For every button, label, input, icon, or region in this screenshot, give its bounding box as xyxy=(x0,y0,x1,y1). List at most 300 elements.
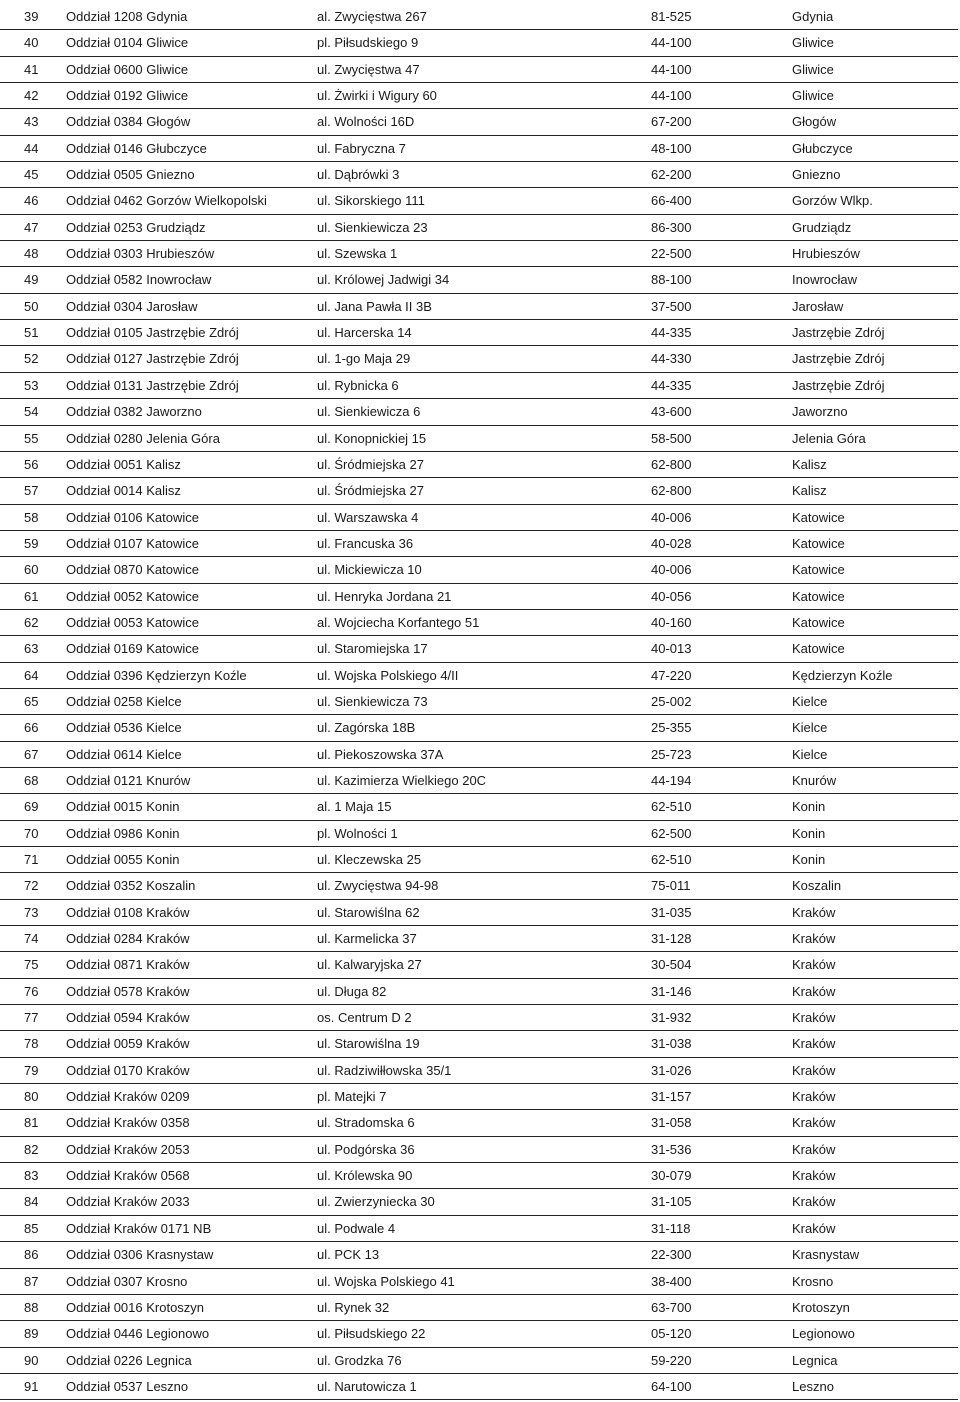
street-address: ul. Wojska Polskiego 4/II xyxy=(317,667,459,683)
row-number: 60 xyxy=(24,562,39,578)
postal-code: 37-500 xyxy=(651,298,692,314)
city-name: Kraków xyxy=(792,931,836,947)
street-address: ul. Fabryczna 7 xyxy=(317,140,406,156)
table-row xyxy=(0,399,958,425)
table-row xyxy=(0,821,958,847)
table-row xyxy=(0,478,958,504)
table-row xyxy=(0,4,958,30)
postal-code: 44-100 xyxy=(651,35,692,51)
postal-code: 47-220 xyxy=(651,667,692,683)
row-number: 70 xyxy=(24,825,39,841)
row-number: 67 xyxy=(24,746,39,762)
table-row xyxy=(0,109,958,135)
postal-code: 40-028 xyxy=(651,535,692,551)
street-address: ul. Grodzka 76 xyxy=(317,1352,402,1368)
postal-code: 40-006 xyxy=(651,509,692,525)
postal-code: 66-400 xyxy=(651,193,692,209)
city-name: Katowice xyxy=(792,535,845,551)
street-address: ul. Królowej Jadwigi 34 xyxy=(317,272,450,288)
street-address: ul. Stradomska 6 xyxy=(317,1115,415,1131)
row-number: 39 xyxy=(24,9,39,24)
street-address: ul. Sienkiewicza 23 xyxy=(317,219,428,235)
city-name: Gliwice xyxy=(792,61,834,77)
postal-code: 62-510 xyxy=(651,799,692,815)
street-address: ul. Żwirki i Wigury 60 xyxy=(317,88,437,104)
city-name: Leszno xyxy=(792,1378,834,1394)
table-row xyxy=(0,873,958,899)
branch-name: Oddział 0105 Jastrzębie Zdrój xyxy=(66,325,239,341)
postal-code: 40-006 xyxy=(651,562,692,578)
row-number: 72 xyxy=(24,878,39,894)
row-number: 88 xyxy=(24,1299,39,1315)
postal-code: 31-105 xyxy=(651,1194,692,1210)
postal-code: 44-194 xyxy=(651,772,692,788)
branch-name: Oddział 0614 Kielce xyxy=(66,746,182,762)
branch-name: Oddział 0352 Koszalin xyxy=(66,878,196,894)
street-address: ul. Zwycięstwa 47 xyxy=(317,61,420,77)
street-address: ul. Dąbrówki 3 xyxy=(317,167,400,183)
branch-name: Oddział 0462 Gorzów Wielkopolski xyxy=(66,193,267,209)
branch-name: Oddział Kraków 0171 NB xyxy=(66,1220,212,1236)
table-row xyxy=(0,715,958,741)
table-row xyxy=(0,663,958,689)
table-row xyxy=(0,505,958,531)
city-name: Gniezno xyxy=(792,167,841,183)
postal-code: 31-146 xyxy=(651,983,692,999)
row-number: 87 xyxy=(24,1273,39,1289)
table-row xyxy=(0,979,958,1005)
row-number: 52 xyxy=(24,351,39,367)
row-number: 90 xyxy=(24,1352,39,1368)
city-name: Kraków xyxy=(792,1168,836,1184)
city-name: Kraków xyxy=(792,983,836,999)
city-name: Katowice xyxy=(792,588,845,604)
row-number: 77 xyxy=(24,1010,39,1026)
branch-name: Oddział 0594 Kraków xyxy=(66,1010,190,1026)
postal-code: 31-038 xyxy=(651,1036,692,1052)
table-row xyxy=(0,346,958,372)
city-name: Kraków xyxy=(792,1115,836,1131)
row-number: 64 xyxy=(24,667,39,683)
table-row xyxy=(0,1137,958,1163)
city-name: Kalisz xyxy=(792,483,827,499)
table-row xyxy=(0,952,958,978)
row-number: 46 xyxy=(24,193,39,209)
branch-table xyxy=(0,4,958,1400)
postal-code: 31-058 xyxy=(651,1115,692,1131)
postal-code: 75-011 xyxy=(651,878,691,894)
branch-name: Oddział 0304 Jarosław xyxy=(66,298,198,314)
table-row xyxy=(0,188,958,214)
row-number: 63 xyxy=(24,641,39,657)
branch-name: Oddział 0104 Gliwice xyxy=(66,35,189,51)
branch-name: Oddział 0146 Głubczyce xyxy=(66,140,207,156)
branch-name: Oddział 0537 Leszno xyxy=(66,1378,189,1394)
street-address: ul. Sienkiewicza 73 xyxy=(317,693,428,709)
row-number: 43 xyxy=(24,114,39,130)
table-row xyxy=(0,320,958,346)
street-address: ul. Kalwaryjska 27 xyxy=(317,957,422,973)
branch-name: Oddział 0600 Gliwice xyxy=(66,61,189,77)
table-row xyxy=(0,636,958,662)
table-row xyxy=(0,531,958,557)
postal-code: 44-100 xyxy=(651,88,692,104)
row-number: 78 xyxy=(24,1036,39,1052)
table-row xyxy=(0,1295,958,1321)
branch-name: Oddział 0052 Katowice xyxy=(66,588,199,604)
row-number: 44 xyxy=(24,140,39,156)
table-row xyxy=(0,1110,958,1136)
table-row xyxy=(0,452,958,478)
row-number: 89 xyxy=(24,1326,39,1342)
street-address: al. 1 Maja 15 xyxy=(317,799,392,815)
row-number: 84 xyxy=(24,1194,39,1210)
city-name: Głubczyce xyxy=(792,140,853,156)
branch-name: Oddział 0986 Konin xyxy=(66,825,180,841)
street-address: pl. Wolności 1 xyxy=(317,825,398,841)
postal-code: 22-500 xyxy=(651,246,692,262)
table-row xyxy=(0,1374,958,1400)
postal-code: 30-504 xyxy=(651,957,692,973)
branch-name: Oddział 1208 Gdynia xyxy=(66,9,188,24)
row-number: 65 xyxy=(24,693,39,709)
table-row xyxy=(0,294,958,320)
street-address: al. Zwycięstwa 267 xyxy=(317,9,427,24)
row-number: 82 xyxy=(24,1141,39,1157)
postal-code: 62-800 xyxy=(651,483,692,499)
city-name: Jastrzębie Zdrój xyxy=(792,325,885,341)
city-name: Kraków xyxy=(792,1036,836,1052)
branch-name: Oddział 0015 Konin xyxy=(66,799,180,815)
street-address: ul. PCK 13 xyxy=(317,1247,380,1263)
street-address: pl. Piłsudskiego 9 xyxy=(317,35,419,51)
postal-code: 44-335 xyxy=(651,325,692,341)
branch-name: Oddział 0107 Katowice xyxy=(66,535,199,551)
street-address: ul. Kleczewska 25 xyxy=(317,852,422,867)
row-number: 50 xyxy=(24,298,39,314)
postal-code: 31-118 xyxy=(651,1220,691,1236)
row-number: 91 xyxy=(24,1378,39,1394)
branch-name: Oddział 0384 Głogów xyxy=(66,114,191,130)
branch-name: Oddział 0303 Hrubieszów xyxy=(66,246,215,262)
row-number: 53 xyxy=(24,377,39,393)
branch-name: Oddział 0536 Kielce xyxy=(66,720,182,736)
city-name: Kraków xyxy=(792,1220,836,1236)
postal-code: 67-200 xyxy=(651,114,692,130)
row-number: 71 xyxy=(24,852,39,867)
city-name: Katowice xyxy=(792,641,845,657)
postal-code: 25-723 xyxy=(651,746,692,762)
table-row xyxy=(0,241,958,267)
postal-code: 62-510 xyxy=(651,852,692,867)
branch-name: Oddział 0871 Kraków xyxy=(66,957,190,973)
postal-code: 31-157 xyxy=(651,1089,692,1105)
branch-name: Oddział 0284 Kraków xyxy=(66,931,190,947)
row-number: 59 xyxy=(24,535,39,551)
row-number: 80 xyxy=(24,1089,39,1105)
street-address: ul. Karmelicka 37 xyxy=(317,931,417,947)
row-number: 42 xyxy=(24,88,39,104)
postal-code: 58-500 xyxy=(651,430,692,446)
branch-name: Oddział 0446 Legionowo xyxy=(66,1326,210,1342)
street-address: al. Wolności 16D xyxy=(317,114,415,130)
row-number: 51 xyxy=(24,325,39,341)
table-row xyxy=(0,1031,958,1057)
branch-name: Oddział 0258 Kielce xyxy=(66,693,182,709)
postal-code: 59-220 xyxy=(651,1352,692,1368)
row-number: 62 xyxy=(24,614,39,630)
city-name: Konin xyxy=(792,852,826,867)
table-row xyxy=(0,426,958,452)
table-row xyxy=(0,1084,958,1110)
table-row xyxy=(0,1005,958,1031)
branch-name: Oddział 0055 Konin xyxy=(66,852,180,867)
city-name: Kraków xyxy=(792,904,836,920)
branch-name: Oddział 0127 Jastrzębie Zdrój xyxy=(66,351,239,367)
row-number: 41 xyxy=(24,61,39,77)
branch-name: Oddział 0226 Legnica xyxy=(66,1352,192,1368)
table-row xyxy=(0,136,958,162)
city-name: Głogów xyxy=(792,114,837,130)
row-number: 47 xyxy=(24,219,39,235)
city-name: Krosno xyxy=(792,1273,834,1289)
branch-name: Oddział 0870 Katowice xyxy=(66,562,199,578)
postal-code: 40-013 xyxy=(651,641,692,657)
row-number: 45 xyxy=(24,167,39,183)
postal-code: 31-026 xyxy=(651,1062,692,1078)
city-name: Koszalin xyxy=(792,878,842,894)
street-address: ul. Jana Pawła II 3B xyxy=(317,298,432,314)
postal-code: 62-200 xyxy=(651,167,692,183)
branch-name: Oddział 0131 Jastrzębie Zdrój xyxy=(66,377,239,393)
city-name: Jelenia Góra xyxy=(792,430,866,446)
city-name: Knurów xyxy=(792,772,837,788)
table-row xyxy=(0,30,958,56)
city-name: Jarosław xyxy=(792,298,844,314)
branch-name: Oddział Kraków 0358 xyxy=(66,1115,190,1131)
postal-code: 40-160 xyxy=(651,614,692,630)
street-address: al. Wojciecha Korfantego 51 xyxy=(317,614,480,630)
branch-name: Oddział Kraków 0568 xyxy=(66,1168,190,1184)
street-address: ul. Królewska 90 xyxy=(317,1168,413,1184)
postal-code: 86-300 xyxy=(651,219,692,235)
postal-code: 31-932 xyxy=(651,1010,692,1026)
row-number: 83 xyxy=(24,1168,39,1184)
city-name: Kraków xyxy=(792,1141,836,1157)
row-number: 75 xyxy=(24,957,39,973)
row-number: 40 xyxy=(24,35,39,51)
table-row xyxy=(0,83,958,109)
city-name: Jastrzębie Zdrój xyxy=(792,377,885,393)
table-row xyxy=(0,557,958,583)
street-address: ul. Narutowicza 1 xyxy=(317,1378,417,1394)
table-row xyxy=(0,1058,958,1084)
table-row xyxy=(0,1269,958,1295)
postal-code: 30-079 xyxy=(651,1168,692,1184)
postal-code: 40-056 xyxy=(651,588,692,604)
city-name: Gliwice xyxy=(792,88,834,104)
street-address: ul. Piłsudskiego 22 xyxy=(317,1326,426,1342)
row-number: 68 xyxy=(24,772,39,788)
street-address: ul. Francuska 36 xyxy=(317,535,414,551)
city-name: Legionowo xyxy=(792,1326,855,1342)
branch-name: Oddział 0014 Kalisz xyxy=(66,483,181,499)
city-name: Gdynia xyxy=(792,9,834,24)
row-number: 69 xyxy=(24,799,39,815)
table-row xyxy=(0,373,958,399)
city-name: Konin xyxy=(792,825,826,841)
branch-name: Oddział 0382 Jaworzno xyxy=(66,404,202,420)
postal-code: 44-330 xyxy=(651,351,692,367)
table-row xyxy=(0,742,958,768)
street-address: ul. Długa 82 xyxy=(317,983,387,999)
table-row xyxy=(0,689,958,715)
city-name: Krasnystaw xyxy=(792,1247,860,1263)
city-name: Legnica xyxy=(792,1352,838,1368)
street-address: ul. Henryka Jordana 21 xyxy=(317,588,452,604)
row-number: 61 xyxy=(24,588,39,604)
row-number: 73 xyxy=(24,904,39,920)
branch-name: Oddział 0170 Kraków xyxy=(66,1062,190,1078)
street-address: ul. Starowiślna 19 xyxy=(317,1036,420,1052)
city-name: Kraków xyxy=(792,1010,836,1026)
postal-code: 64-100 xyxy=(651,1378,692,1394)
street-address: ul. Wojska Polskiego 41 xyxy=(317,1273,455,1289)
row-number: 55 xyxy=(24,430,39,446)
city-name: Katowice xyxy=(792,509,845,525)
city-name: Kalisz xyxy=(792,456,827,472)
branch-name: Oddział 0505 Gniezno xyxy=(66,167,195,183)
branch-name: Oddział 0306 Krasnystaw xyxy=(66,1247,214,1263)
branch-name: Oddział Kraków 0209 xyxy=(66,1089,190,1105)
branch-name: Oddział Kraków 2053 xyxy=(66,1141,190,1157)
city-name: Krotoszyn xyxy=(792,1299,850,1315)
branch-name: Oddział 0106 Katowice xyxy=(66,509,199,525)
branch-name: Oddział 0396 Kędzierzyn Koźle xyxy=(66,667,247,683)
street-address: ul. Starowiślna 62 xyxy=(317,904,420,920)
street-address: os. Centrum D 2 xyxy=(317,1010,412,1026)
branch-name: Oddział 0053 Katowice xyxy=(66,614,199,630)
city-name: Kędzierzyn Koźle xyxy=(792,667,893,683)
city-name: Kraków xyxy=(792,957,836,973)
street-address: ul. Radziwiłłowska 35/1 xyxy=(317,1062,452,1078)
table-row xyxy=(0,794,958,820)
street-address: ul. Harcerska 14 xyxy=(317,325,412,341)
street-address: ul. Śródmiejska 27 xyxy=(317,456,424,472)
branch-name: Oddział 0051 Kalisz xyxy=(66,456,181,472)
table-row xyxy=(0,1321,958,1347)
postal-code: 63-700 xyxy=(651,1299,692,1315)
table-row xyxy=(0,267,958,293)
branch-name: Oddział 0192 Gliwice xyxy=(66,88,189,104)
row-number: 54 xyxy=(24,404,39,420)
postal-code: 31-536 xyxy=(651,1141,692,1157)
city-name: Jastrzębie Zdrój xyxy=(792,351,885,367)
row-number: 79 xyxy=(24,1062,39,1078)
city-name: Inowrocław xyxy=(792,272,858,288)
postal-code: 44-335 xyxy=(651,377,692,393)
table-row xyxy=(0,584,958,610)
street-address: ul. Podwale 4 xyxy=(317,1220,396,1236)
postal-code: 31-035 xyxy=(651,904,692,920)
city-name: Kielce xyxy=(792,746,828,762)
postal-code: 25-355 xyxy=(651,720,692,736)
branch-name: Oddział 0307 Krosno xyxy=(66,1273,188,1289)
branch-name: Oddział 0280 Jelenia Góra xyxy=(66,430,220,446)
branch-name: Oddział 0582 Inowrocław xyxy=(66,272,212,288)
table-row xyxy=(0,1242,958,1268)
row-number: 48 xyxy=(24,246,39,262)
table-row xyxy=(0,900,958,926)
table-row xyxy=(0,1163,958,1189)
postal-code: 38-400 xyxy=(651,1273,692,1289)
table-row xyxy=(0,926,958,952)
table-row xyxy=(0,57,958,83)
city-name: Katowice xyxy=(792,562,845,578)
city-name: Gliwice xyxy=(792,35,834,51)
city-name: Kraków xyxy=(792,1062,836,1078)
street-address: ul. Kazimierza Wielkiego 20C xyxy=(317,772,487,788)
table-row xyxy=(0,847,958,873)
postal-code: 25-002 xyxy=(651,693,692,709)
street-address: ul. Zwierzyniecka 30 xyxy=(317,1194,435,1210)
street-address: ul. Warszawska 4 xyxy=(317,509,419,525)
postal-code: 81-525 xyxy=(651,9,692,24)
postal-code: 43-600 xyxy=(651,404,692,420)
postal-code: 62-800 xyxy=(651,456,692,472)
row-number: 85 xyxy=(24,1220,39,1236)
city-name: Kraków xyxy=(792,1194,836,1210)
street-address: ul. Staromiejska 17 xyxy=(317,641,428,657)
row-number: 86 xyxy=(24,1247,39,1263)
postal-code: 48-100 xyxy=(651,140,692,156)
table-row xyxy=(0,1348,958,1374)
postal-code: 62-500 xyxy=(651,825,692,841)
branch-name: Oddział 0108 Kraków xyxy=(66,904,190,920)
postal-code: 88-100 xyxy=(651,272,692,288)
city-name: Konin xyxy=(792,799,826,815)
city-name: Katowice xyxy=(792,614,845,630)
branch-name: Oddział 0253 Grudziądz xyxy=(66,219,206,235)
postal-code: 22-300 xyxy=(651,1247,692,1263)
row-number: 74 xyxy=(24,931,39,947)
street-address: ul. Rybnicka 6 xyxy=(317,377,399,393)
street-address: ul. Rynek 32 xyxy=(317,1299,390,1315)
table-row xyxy=(0,768,958,794)
street-address: ul. 1-go Maja 29 xyxy=(317,351,411,367)
city-name: Kielce xyxy=(792,720,828,736)
street-address: ul. Piekoszowska 37A xyxy=(317,746,444,762)
row-number: 56 xyxy=(24,456,39,472)
street-address: ul. Śródmiejska 27 xyxy=(317,483,424,499)
city-name: Gorzów Wlkp. xyxy=(792,193,873,209)
city-name: Hrubieszów xyxy=(792,246,860,262)
city-name: Jaworzno xyxy=(792,404,848,420)
postal-code: 44-100 xyxy=(651,61,692,77)
row-number: 58 xyxy=(24,509,39,525)
city-name: Grudziądz xyxy=(792,219,852,235)
branch-name: Oddział 0121 Knurów xyxy=(66,772,191,788)
table-row xyxy=(0,162,958,188)
row-number: 49 xyxy=(24,272,39,288)
city-name: Kraków xyxy=(792,1089,836,1105)
table-row xyxy=(0,215,958,241)
street-address: pl. Matejki 7 xyxy=(317,1089,387,1105)
street-address: ul. Sienkiewicza 6 xyxy=(317,404,421,420)
row-number: 57 xyxy=(24,483,39,499)
postal-code: 31-128 xyxy=(651,931,692,947)
table-row xyxy=(0,610,958,636)
